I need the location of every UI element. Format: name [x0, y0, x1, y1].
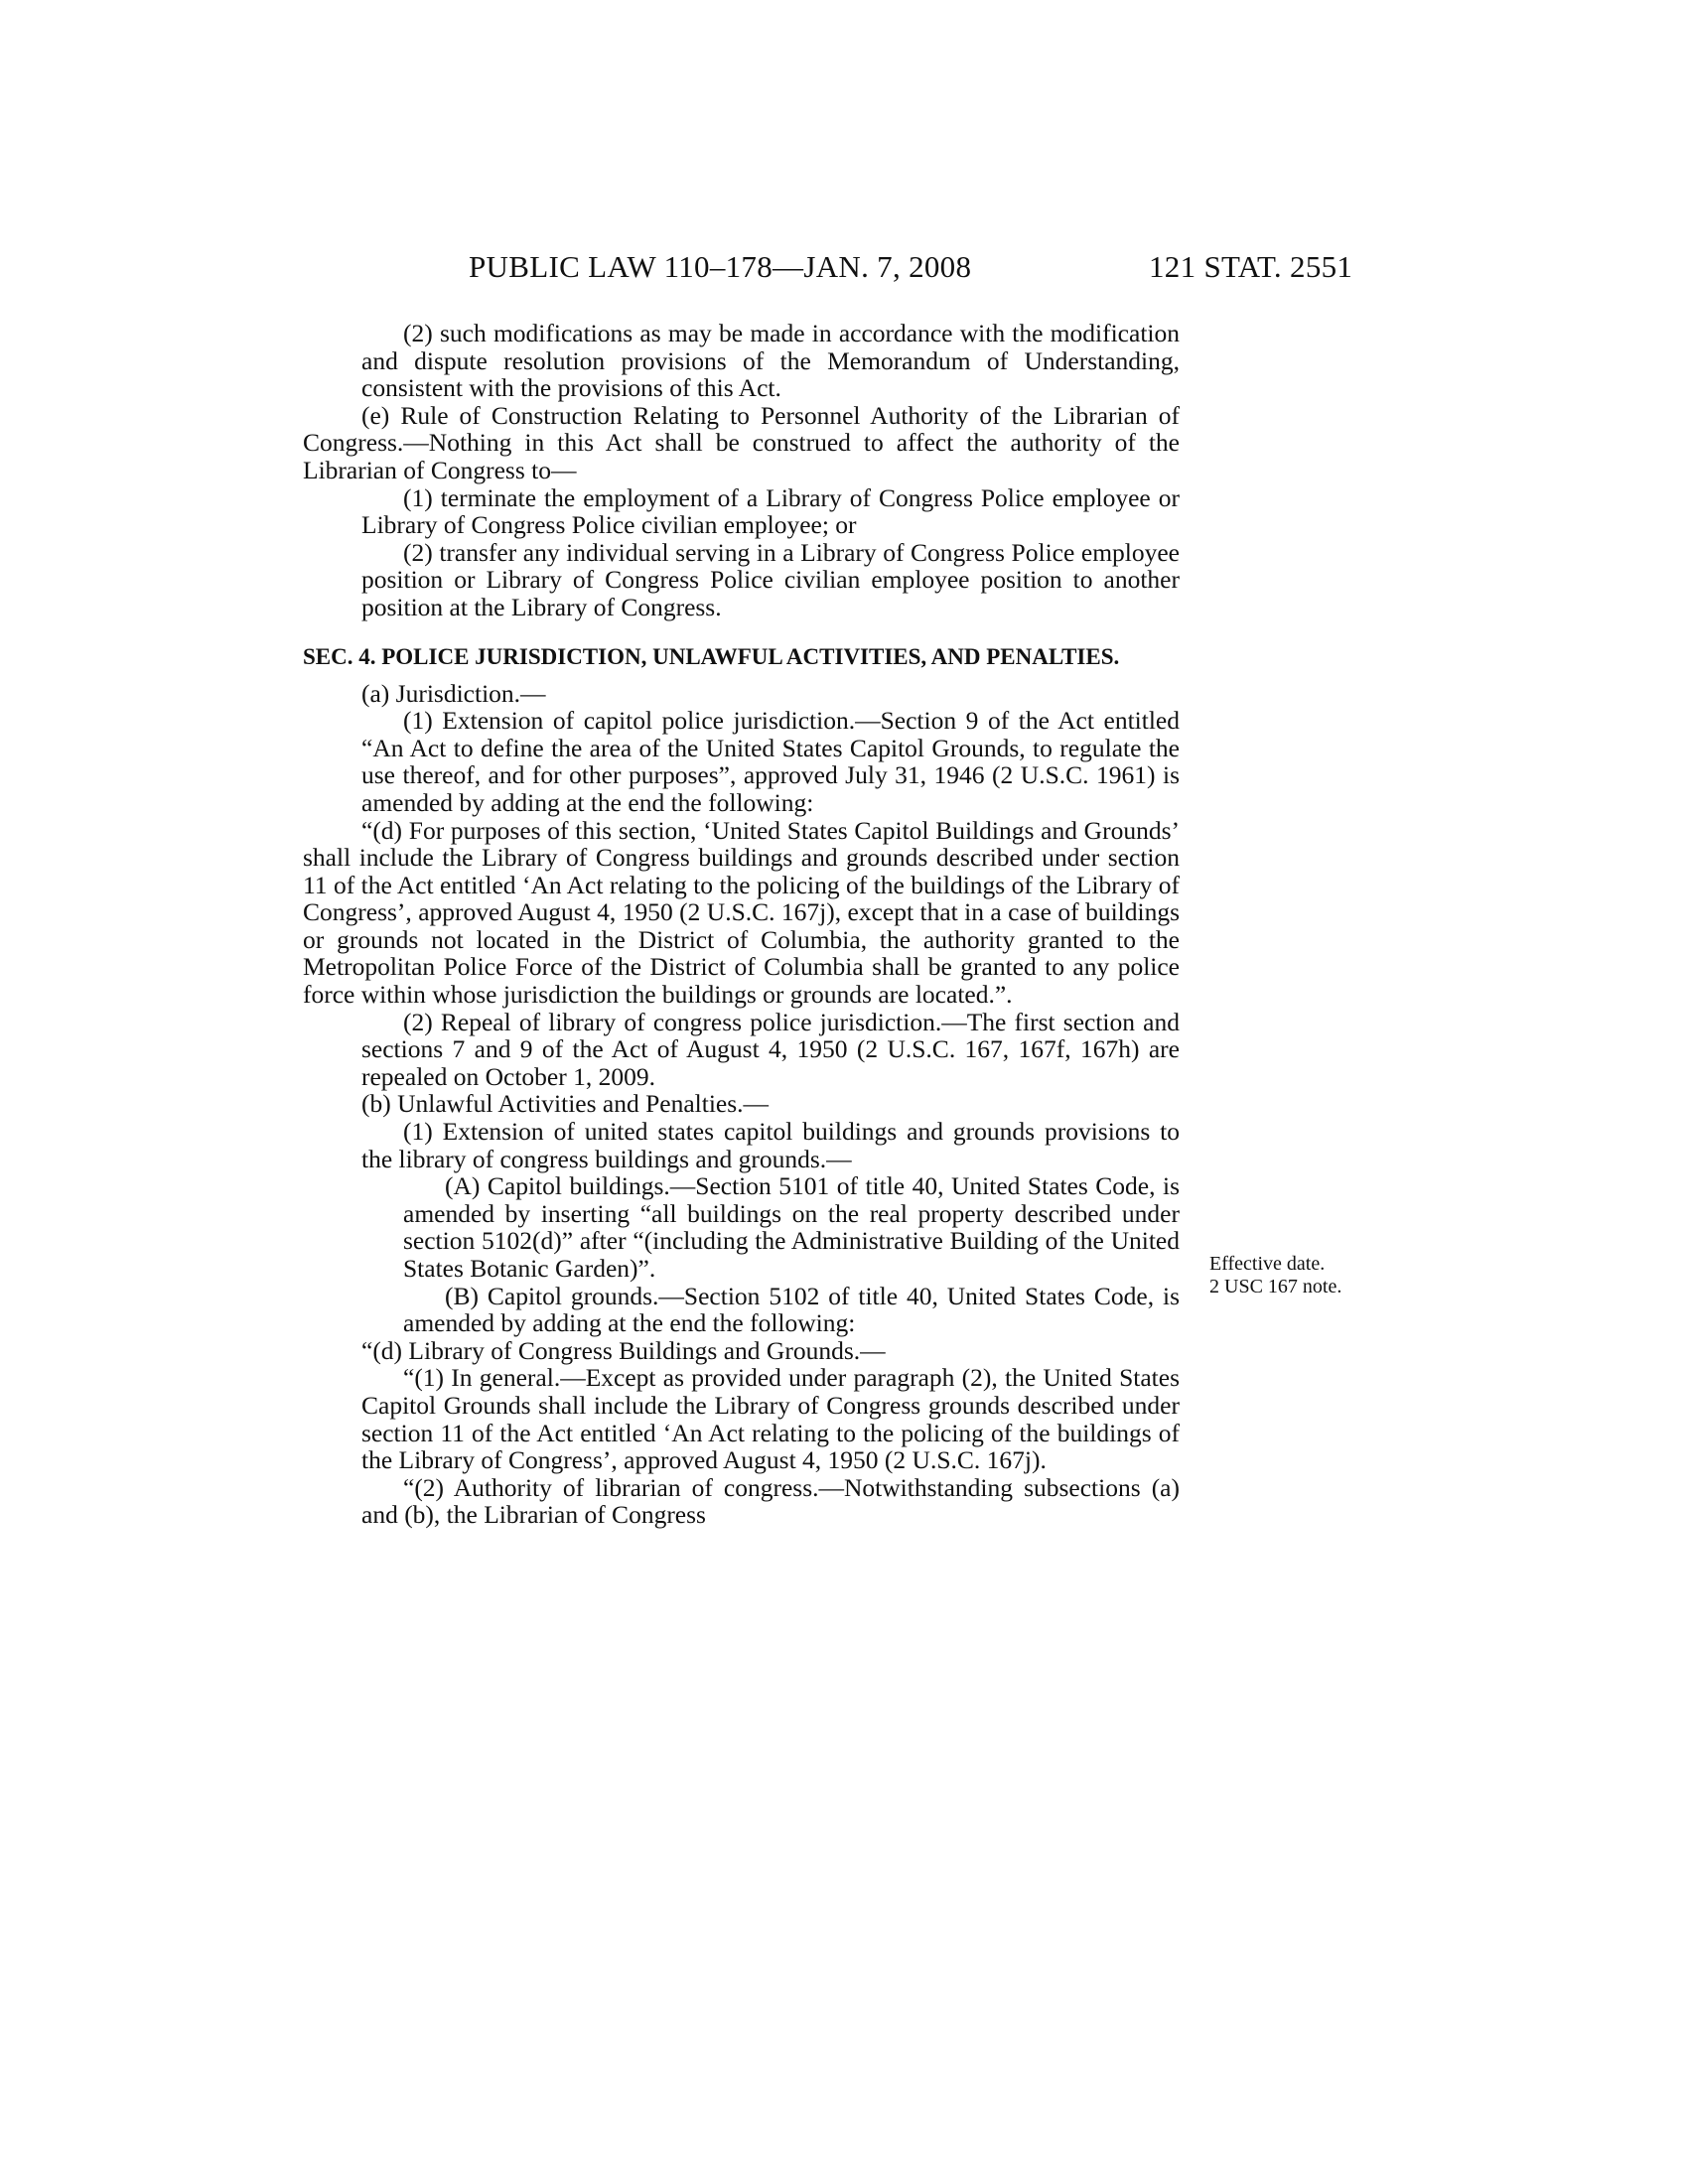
- subsection-b: (b) Unlawful Activities and Penalties.—: [361, 1089, 770, 1119]
- document-body: [303, 320, 1180, 1529]
- paragraph-a1: (1) Extension of capitol police jurisdiction.—Section 9 of the Act entitled “An Act to define the area of the United States Capitol Grounds, to regulate the use thereof, and for other purposes”, approved July 31, 1946 (2 U.S.C. 1961) is amended by adding at the end the following:: [361, 706, 1180, 817]
- subparagraph-b1b: (B) Capitol grounds.—Section 5102 of title 40, United States Code, is amended by adding at the end the following:: [403, 1281, 1180, 1338]
- paragraph-b1: (1) Extension of united states capitol buildings and grounds provisions to the library of congress buildings and grounds.—: [361, 1117, 1180, 1173]
- margin-note: [1209, 1253, 1368, 1298]
- paragraph-e: (e) Rule of Construction Relating to Personnel Authority of the Librarian of Congress.—Nothing in this Act shall be construed to affect the authority of the Librarian of Congress to—: [303, 400, 1180, 484]
- subparagraph-b1a: (A) Capitol buildings.—Section 5101 of title 40, United States Code, is amended by inserting “all buildings on the real property described under section 5102(d)” after “(including the Administrative Building of the United States Botanic Garden)”.: [403, 1171, 1180, 1283]
- paragraph-e2: (2) transfer any individual serving in a Library of Congress Police employee position or Library of Congress Police civilian employee position to another position at the Library of Congress.: [361, 537, 1180, 621]
- paragraph-a2: (2) Repeal of library of congress police jurisdiction.—The first section and sections 7 and 9 of the Act of August 4, 1950 (2 U.S.C. 167, 167f, 167h) are repealed on October 1, 2009.: [361, 1007, 1180, 1091]
- margin-note-usc-citation: 2 USC 167 note.: [1209, 1276, 1342, 1297]
- paragraph-d2: (2) such modifications as may be made in accordance with the modification and dispute resolution provisions of the Memorandum of Understanding, consistent with the provisions of this Act.: [361, 319, 1180, 403]
- paragraph-e1: (1) terminate the employment of a Library of Congress Police employee or Library of Congress Police civilian employee; or: [361, 482, 1180, 540]
- quoted-paragraph-2: “(2) Authority of librarian of congress.—Notwithstanding subsections (a) and (b), the Librarian of Congress: [361, 1472, 1180, 1530]
- public-law-header: PUBLIC LAW 110–178—JAN. 7, 2008: [469, 249, 972, 284]
- margin-note-effective-date: Effective date.: [1209, 1253, 1326, 1275]
- subsection-a: (a) Jurisdiction.—: [361, 678, 546, 708]
- section-4-heading: SEC. 4. POLICE JURISDICTION, UNLAWFUL ACTIVITIES, AND PENALTIES.: [303, 643, 1120, 669]
- quoted-subsection-d: “(d) Library of Congress Buildings and Grounds.—: [361, 1335, 886, 1365]
- quoted-paragraph-d: “(d) For purposes of this section, ‘United States Capitol Buildings and Grounds’ shall include the Library of Congress buildings and grounds described under section 11 of the Act entitled ‘An Act relating to the policing of the buildings of the Library of Congress’, approved August 4, 1950 (2 U.S.C. 167j), except that in a case of buildings or grounds not located in the District of Columbia, the authority granted to the Metropolitan Police Force of the District of Columbia shall be granted to any police force within whose jurisdiction the buildings or grounds are located.”.: [303, 815, 1180, 1010]
- statute-page-number: 121 STAT. 2551: [1149, 249, 1353, 284]
- quoted-paragraph-1: “(1) In general.—Except as provided under paragraph (2), the United States Capitol Grounds shall include the Library of Congress grounds described under section 11 of the Act entitled ‘An Act relating to the policing of the buildings of the Library of Congress’, approved August 4, 1950 (2 U.S.C. 167j).: [361, 1363, 1180, 1475]
